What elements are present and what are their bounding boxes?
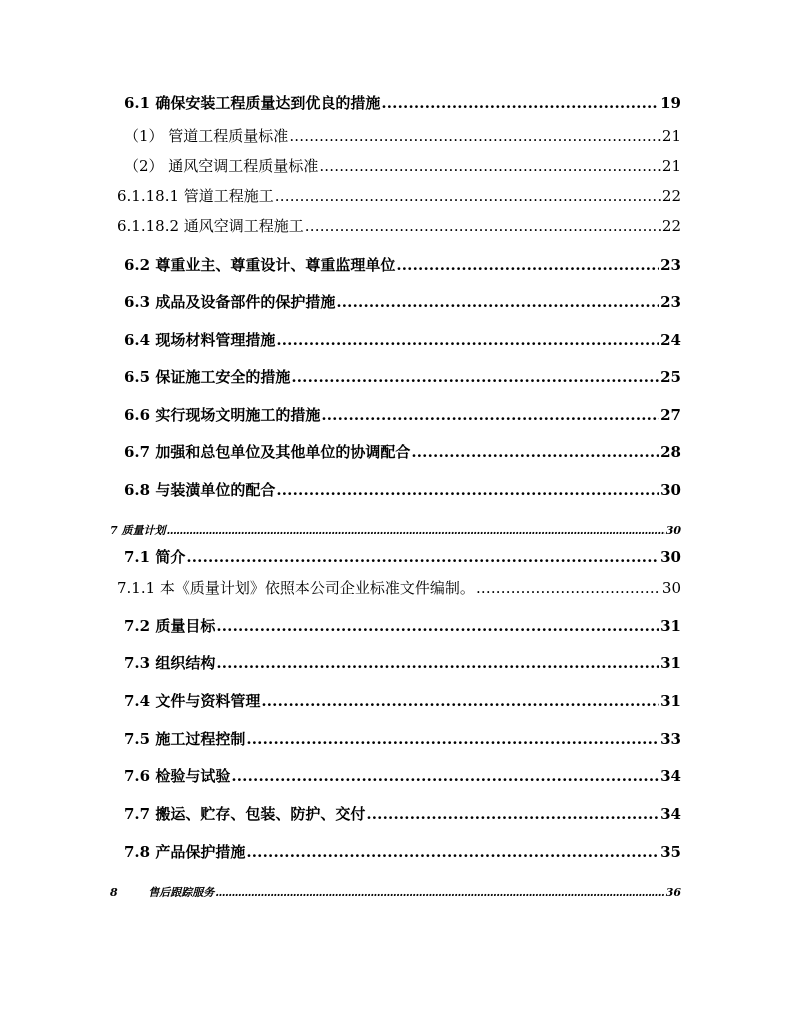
toc-entry-title: 7.7 搬运、贮存、包装、防护、交付 [124, 805, 366, 823]
toc-entry-title: 7.3 组织结构 [124, 654, 216, 672]
toc-entry[interactable] [124, 366, 681, 387]
toc-entry-title: 6.3 成品及设备部件的保护措施 [124, 293, 336, 311]
toc-entry-title: 7.1 简介 [124, 548, 186, 566]
toc-entry-title: 6.5 保证施工安全的措施 [124, 368, 291, 386]
toc-entry-title: 6.1.18.2 通风空调工程施工 [117, 217, 304, 235]
toc-entry-title: 7.2 质量目标 [124, 617, 216, 635]
toc-entry-page: 31 [660, 654, 681, 672]
toc-entry-title: 7.8 产品保护措施 [124, 843, 246, 861]
toc-entry-title: 6.1.18.1 管道工程施工 [117, 187, 274, 205]
toc-entry-page: 36 [665, 886, 681, 899]
toc-entry[interactable] [124, 546, 681, 567]
toc-entry[interactable] [124, 841, 681, 862]
dot-leader [291, 368, 659, 386]
dot-leader [246, 843, 659, 861]
toc-entry[interactable] [124, 329, 681, 350]
toc-entry[interactable] [124, 803, 681, 824]
dot-leader [289, 127, 661, 145]
toc-entry-page: 23 [660, 256, 681, 274]
dot-leader [366, 805, 659, 823]
dot-leader [319, 157, 661, 175]
toc-entry-title: 6.6 实行现场文明施工的措施 [124, 406, 321, 424]
toc-entry-title: 7.6 检验与试验 [124, 767, 231, 785]
dot-leader [396, 256, 659, 274]
dot-leader [231, 767, 659, 785]
toc-entry-title: 7.4 文件与资料管理 [124, 692, 261, 710]
toc-entry[interactable] [124, 479, 681, 500]
toc-entry-title: 6.1 确保安装工程质量达到优良的措施 [124, 94, 381, 112]
dot-leader [186, 548, 659, 566]
toc-entry[interactable] [124, 652, 681, 673]
dot-leader [411, 443, 659, 461]
toc-entry-title: 6.4 现场材料管理措施 [124, 331, 276, 349]
toc-entry-page: 31 [660, 617, 681, 635]
dot-leader [321, 406, 659, 424]
toc-entry[interactable] [124, 125, 681, 146]
toc-entry-page: 34 [660, 767, 681, 785]
toc-entry-title: 7 质量计划 [110, 524, 166, 537]
toc-entry-page: 33 [660, 730, 681, 748]
dot-leader [305, 217, 661, 235]
toc-entry[interactable] [117, 185, 681, 206]
toc-entry[interactable] [124, 291, 681, 312]
toc-entry-page: 23 [660, 293, 681, 311]
toc-entry-page: 30 [661, 579, 681, 597]
toc-entry-page: 28 [660, 443, 681, 461]
toc-entry-page: 34 [660, 805, 681, 823]
toc-entry[interactable] [124, 615, 681, 636]
dot-leader [216, 654, 659, 672]
dot-leader [476, 579, 661, 597]
dot-leader [215, 886, 664, 899]
toc-entry-title: 6.2 尊重业主、尊重设计、尊重监理单位 [124, 256, 396, 274]
dot-leader [276, 331, 659, 349]
toc-entry[interactable] [117, 577, 681, 598]
toc-entry-page: 30 [665, 524, 681, 537]
dot-leader [276, 481, 659, 499]
dot-leader [275, 187, 661, 205]
toc-entry-page: 21 [661, 127, 681, 145]
toc-entry-title: （2） 通风空调工程质量标准 [124, 157, 319, 175]
dot-leader [216, 617, 659, 635]
toc-entry[interactable] [124, 92, 681, 113]
toc-entry-page: 31 [660, 692, 681, 710]
toc-entry[interactable] [124, 728, 681, 749]
toc-entry-page: 25 [660, 368, 681, 386]
dot-leader [246, 730, 659, 748]
toc-entry-page: 30 [660, 481, 681, 499]
toc-entry[interactable] [124, 404, 681, 425]
dot-leader [261, 692, 659, 710]
toc-entry-title: 8 售后跟踪服务 [110, 886, 215, 899]
toc-entry[interactable] [110, 884, 681, 900]
dot-leader [336, 293, 659, 311]
toc-entry-title: （1） 管道工程质量标准 [124, 127, 289, 145]
toc-entry-page: 30 [660, 548, 681, 566]
toc-entry[interactable] [124, 254, 681, 275]
toc-entry-page: 19 [660, 94, 681, 112]
toc-entry[interactable] [117, 215, 681, 236]
toc-entry[interactable] [110, 522, 681, 538]
toc-entry-page: 27 [660, 406, 681, 424]
toc-entry-page: 21 [661, 157, 681, 175]
toc-entry-page: 22 [661, 187, 681, 205]
toc-entry[interactable] [124, 690, 681, 711]
toc-entry[interactable] [124, 441, 681, 462]
toc-entry-page: 22 [661, 217, 681, 235]
toc-entry-title: 6.8 与装潢单位的配合 [124, 481, 276, 499]
toc-entry-title: 7.1.1 本《质量计划》依照本公司企业标准文件编制。 [117, 579, 475, 597]
toc-entry-page: 35 [660, 843, 681, 861]
toc-entry[interactable] [124, 765, 681, 786]
dot-leader [381, 94, 659, 112]
toc-entry-page: 24 [660, 331, 681, 349]
toc-entry-title: 6.7 加强和总包单位及其他单位的协调配合 [124, 443, 411, 461]
toc-entry-title: 7.5 施工过程控制 [124, 730, 246, 748]
toc-entry[interactable] [124, 155, 681, 176]
dot-leader [166, 524, 664, 537]
